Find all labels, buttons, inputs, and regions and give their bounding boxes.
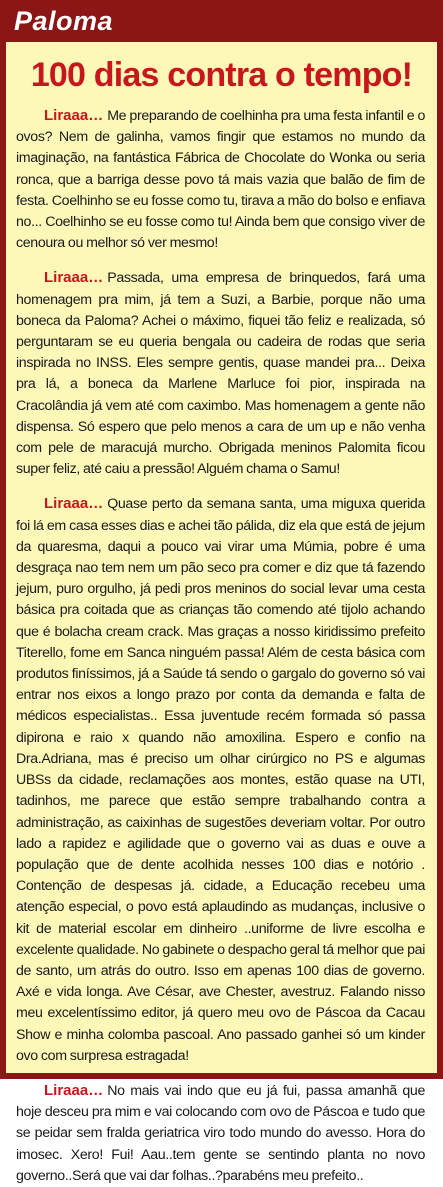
paragraph-lead: Liraaa… — [44, 1081, 104, 1099]
paragraph-3 — [16, 493, 425, 1066]
article-body — [6, 105, 437, 1187]
paragraph-text: Me preparando de coelhinha pra uma festa infantil e o ovos? Nem de galinha, vamos fingir que estamos no mundo da imaginação, na fantástica Fábrica de Chocolate do Wonka ou seria ronca, que a barriga desse povo tá mais vazia que balão de fim de festa. Coelhinho se eu fosse como tu, tirava a mão do bolso e enfiava no... Coelhinho se eu fosse como tu! Ainda bem que consigo viver de cenoura ou melhor só ver mesmo! — [16, 108, 425, 252]
paragraph-2 — [16, 267, 425, 480]
paragraph-lead: Liraaa… — [44, 495, 104, 513]
headline: 100 dias contra o tempo! — [30, 56, 413, 94]
paragraph-1 — [16, 105, 425, 254]
paragraph-text: Quase perto da semana santa, uma miguxa querida foi lá em casa esses dias e achei tão pálida, diz ela que está de jejum da quaresma, daqui a pouco vai virar uma Múmia, pobre é uma desgraça nao tem nem um pão seco pra comer e diz que tá fazendo jejum, puro orgulho, já pedi pros meninos do social levar uma cesta básica pra coitada que as crianças tão comendo até tijolo achando que é bolacha cream crack. Mas graças a nosso kiridissimo prefeito Titerello, fome em Sanca ninguém passa! Além de cesta básica com produtos finíssimos, já a Saúde tá sendo o gargalo do governo só vai entrar nos eixos a longo prazo por conta da demanda e falta de médicos especialistas.. Essa juventude recém formada só passa dipirona e raio x quando não amoxilina. Espero e confio na Dra.Adriana, mas é preciso um olhar cirúrgico no PS e algumas UBSs da cidade, reclamações aos montes, estão quase na UTI, tadinhos, me parece que estão sempre trabalhando contra a administração, as caixinhas de sugestões deveriam voltar. Por outro lado a rapidez e agilidade que o governo vai as duas e ouve a população que de dente acolhida nesses 100 dias e notório . Contenção de despesas já. cidade, a Educação recebeu uma atenção especial, o povo está aplaudindo as mudanças, inclusive o kit de material escolar em dinheiro ..uniforme de livre escolha e excelente qualidade. No gabinete o despacho geral tá melhor que pai de santo, um atrás do outro. Isso em apenas 100 dias de governo. Axé e vida longa. Ave César, ave Chester, avestruz. Falando nisso meu excelentíssimo editor, já quero meu ovo de Páscoa da Cacau Show e minha colomba pascoal. Ano passado ganhei só um kinder ovo com surpresa estragada! — [16, 496, 425, 1064]
paragraph-lead: Liraaa… — [44, 269, 104, 287]
paragraph-text: Passada, uma empresa de brinquedos, fará uma homenagem pra mim, já tem a Suzi, a Barbie, porque não uma boneca da Paloma? Achei o máximo, fiquei tão feliz e realizada, só perguntaram se eu queria bengala ou cadeira de rodas que seria inspirada no INSS. Eles sempre gentis, quase mandei pra... Deixa pra lá, a boneca da Marlene Marluce foi pior, inspirada na Cracolândia já vem até com caximbo. Mas homenagem a gente não dispensa. Só espero que pelo menos a cara de um up e não venha com pele de maracujá murcho. Obrigada meninos Palomita ficou super feliz, até caiu a pressão! Alguém chama o Samu! — [16, 270, 425, 478]
column-header — [6, 0, 437, 42]
column-name: Paloma — [14, 5, 114, 36]
paragraph-4 — [16, 1080, 425, 1187]
paragraph-lead: Liraaa… — [44, 107, 104, 124]
paragraph-text: No mais vai indo que eu já fui, passa amanhã que hoje desceu pra mim e vai colocando com ovo de Páscoa e tudo que se peidar sem fralda geriatrica viro todo mundo do avesso. Hora do imosec. Xero! Fui! Aau..tem gente se sentindo planta no novo governo..Será que vai dar folhas..?parabéns meu prefeito.. — [16, 1082, 425, 1184]
